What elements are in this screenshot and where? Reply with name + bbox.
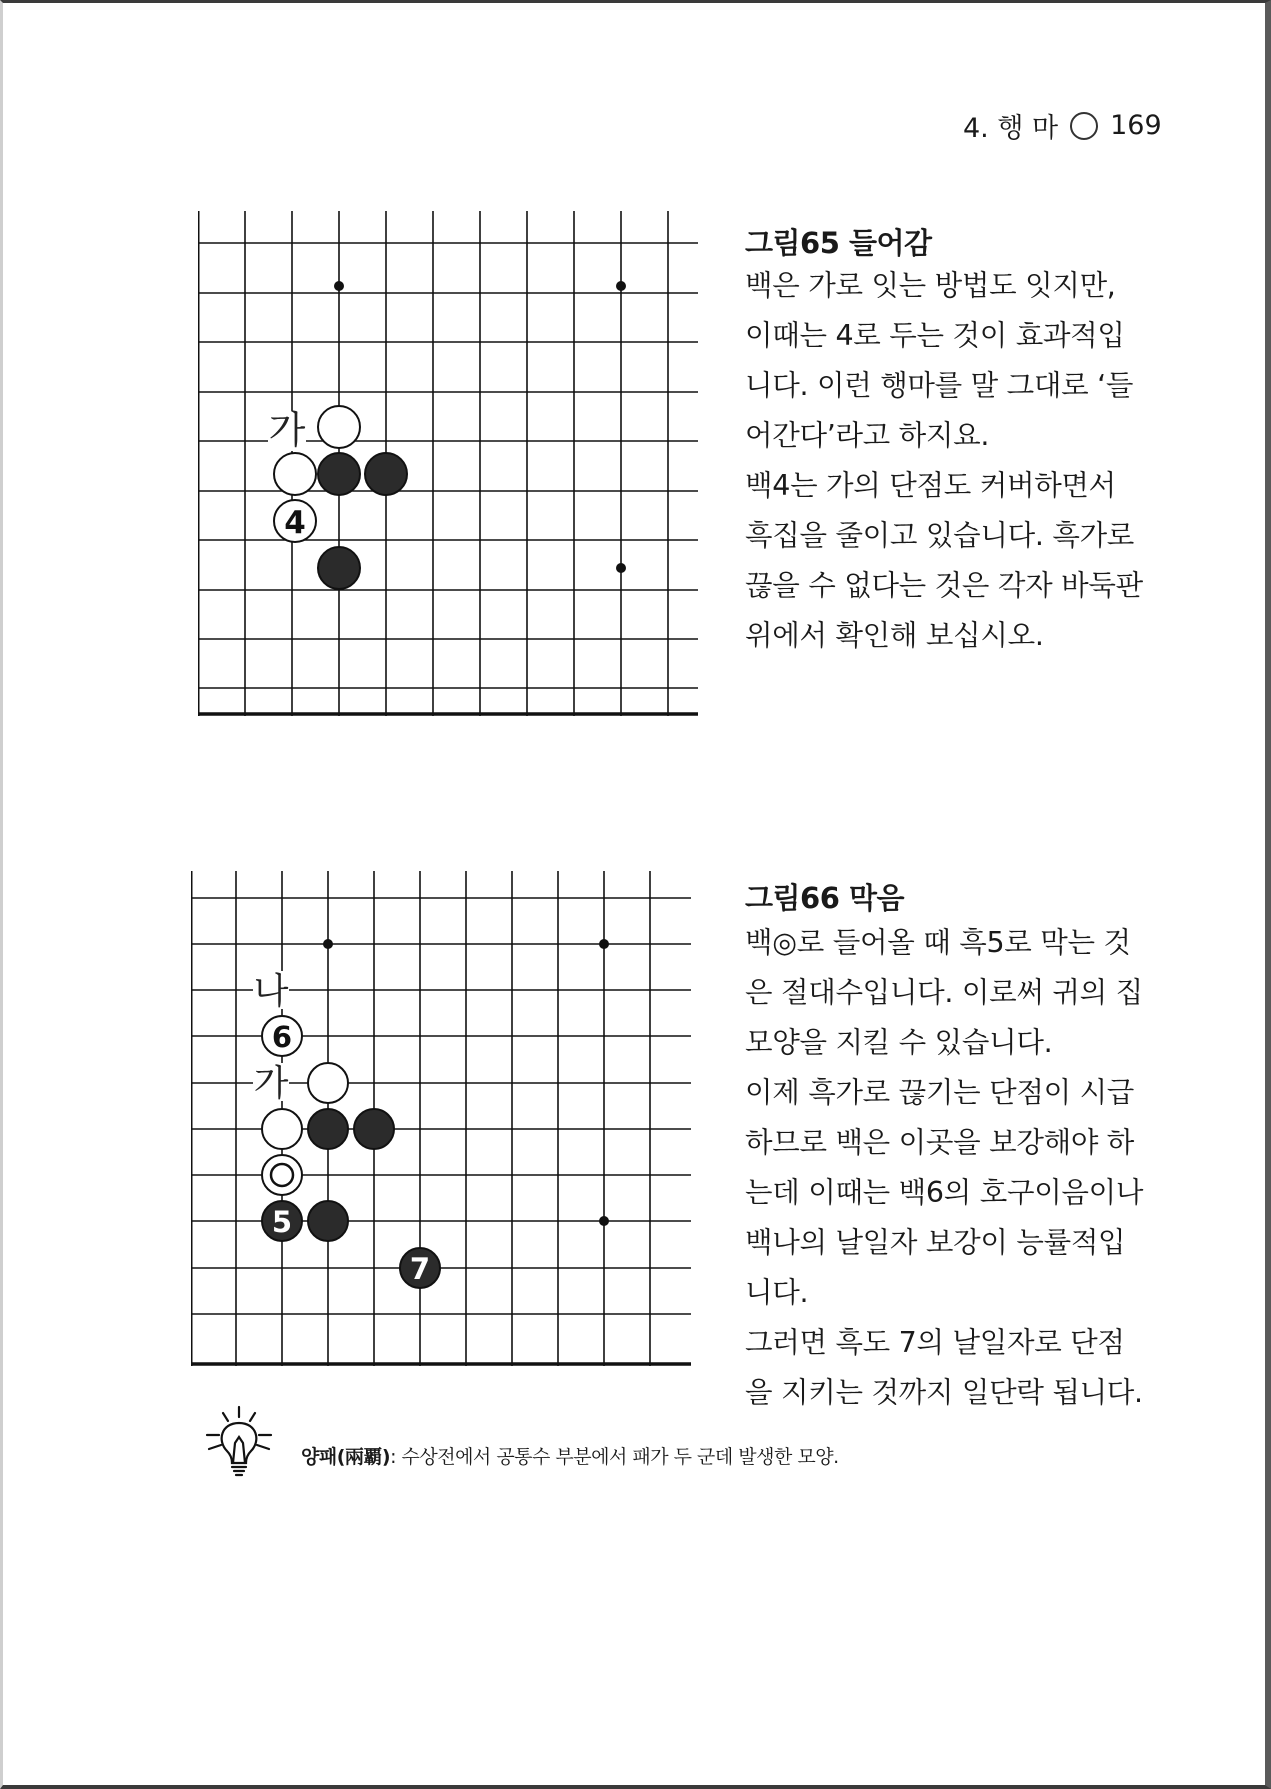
label-ga: 가 [268,408,306,452]
move-number-5: 5 [271,1205,293,1239]
figure66-paragraph: 백◎로 들어올 때 흑5로 막는 것은 절대수입니다. 이로써 귀의 집 모양을 지킬 수 있습니다. [745,926,1143,1059]
white-stone [308,1063,348,1103]
white-stone [318,406,360,448]
move-number-4: 4 [284,505,306,541]
black-stone [354,1109,394,1149]
figure66-title: 그림66 막음 [745,881,905,915]
figure66-paragraph: 이제 흑가로 끊기는 단점이 시급하므로 백은 이곳을 보강해야 하는데 이때는 백6의 호구이음이나 백나의 날일자 보강이 능률적입니다. [745,1076,1144,1309]
figure65-paragraph: 백4는 가의 단점도 커버하면서 흑집을 줄이고 있습니다. 흑가로 끊을 수 없다는 것은 각자 바둑판 위에서 확인해 보십시오. [745,469,1143,652]
label-na: 나 [253,971,289,1012]
figure66-paragraph: 그러면 흑도 7의 날일자로 단점을 지키는 것까지 일단락 됩니다. [745,1326,1143,1409]
figure65-title: 그림65 들어감 [745,226,932,260]
black-stone [308,1109,348,1149]
page-number: 169 [1110,110,1162,141]
move-number-6: 6 [271,1020,293,1054]
figure65-paragraph: 백은 가로 잇는 방법도 잇지만, 이때는 4로 두는 것이 효과적입니다. 이런 행마를 말 그대로 ‘들어간다’라고 하지요. [745,269,1134,452]
tip-definition: : 수상전에서 공통수 부분에서 패가 두 군데 발생한 모양. [390,1446,839,1468]
go-board-figure65 [198,211,698,716]
section-title: 4. 행 마 [963,113,1059,144]
lightbulb-icon [199,1405,279,1480]
figure66-text [745,918,1145,1418]
label-ga: 가 [253,1063,289,1104]
black-stone [318,547,360,589]
black-stone [308,1201,348,1241]
figure65-text [745,261,1145,661]
move-number-7: 7 [409,1252,431,1286]
page-header [963,106,1162,145]
tip-note [301,1442,839,1469]
black-stone [365,453,407,495]
white-stone-marked [262,1155,302,1195]
go-board-figure66 [191,871,691,1366]
black-stone [318,453,360,495]
white-stone [262,1109,302,1149]
circle-icon [1070,112,1098,140]
tip-term: 양패(兩覇) [301,1446,391,1468]
white-stone [274,453,316,495]
